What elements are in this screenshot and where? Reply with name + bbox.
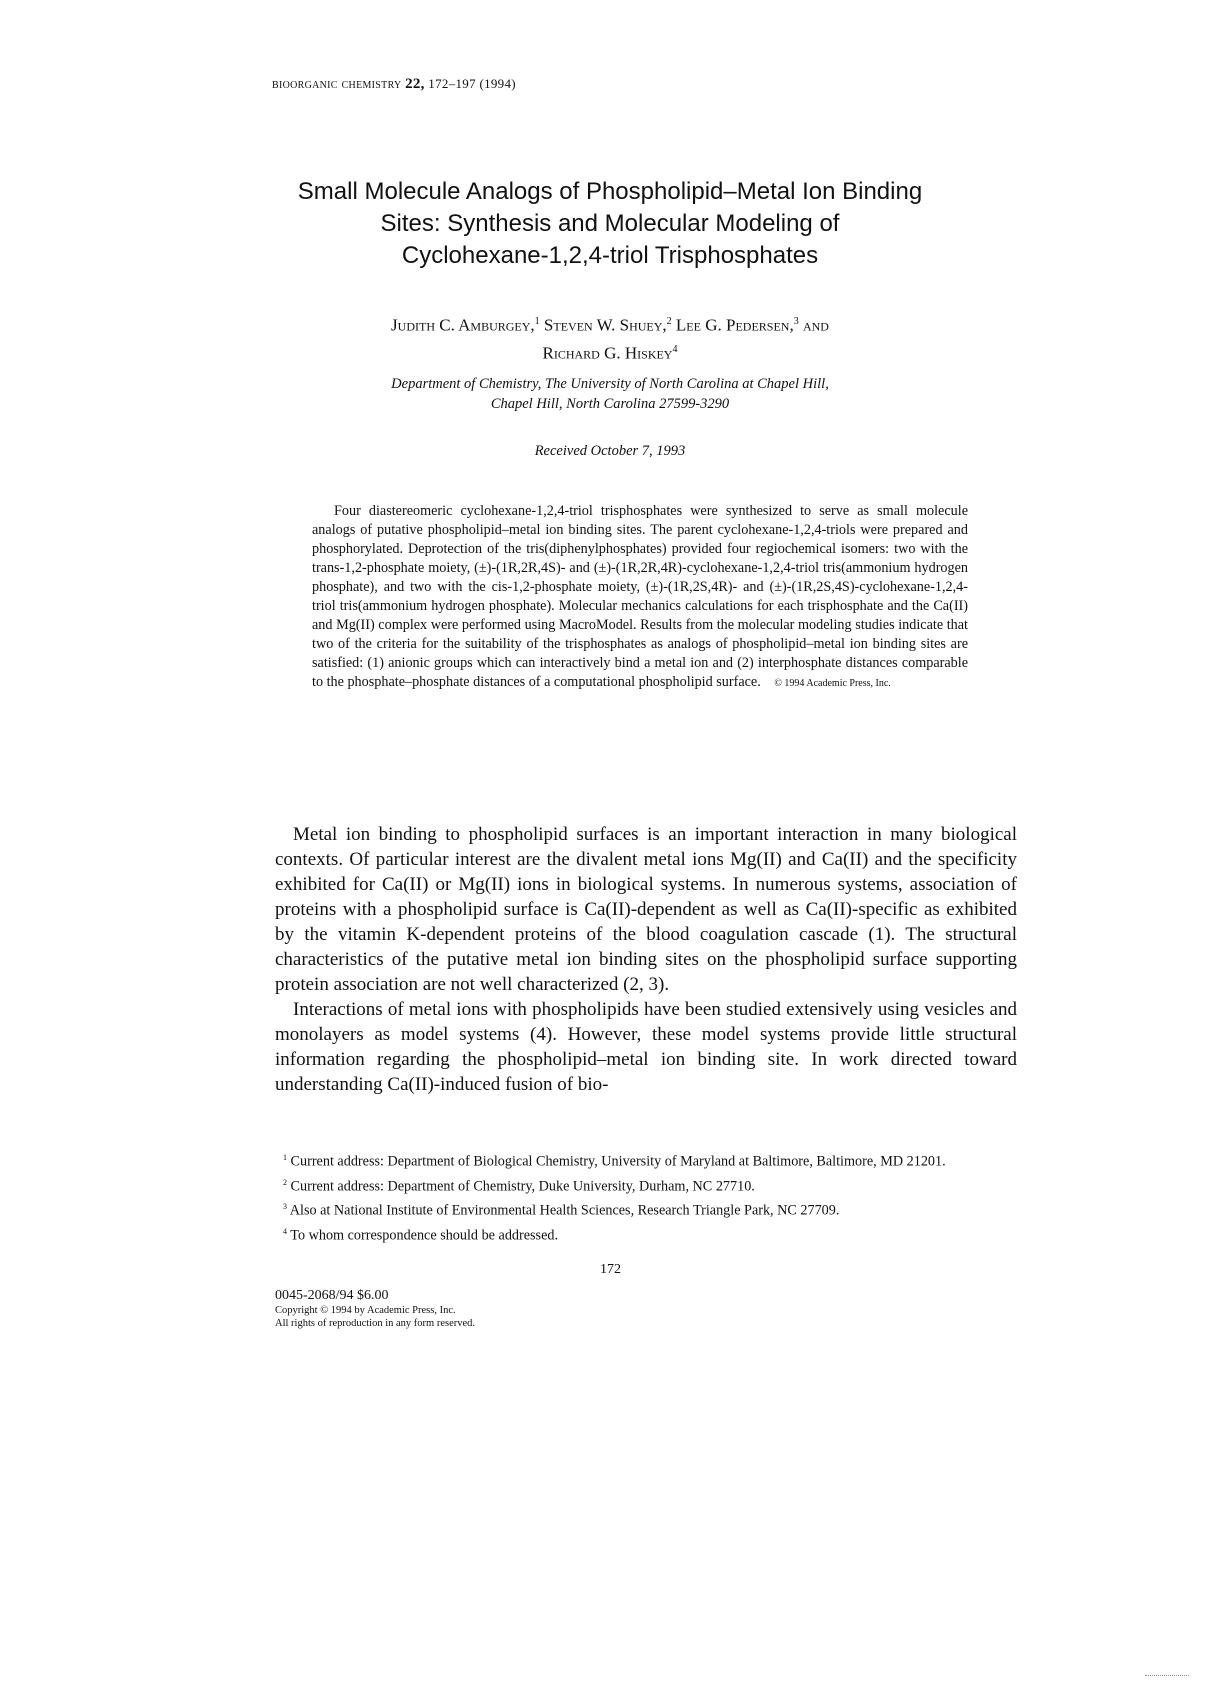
paper-title xyxy=(200,176,1020,272)
journal-pages-year: 172–197 (1994) xyxy=(428,76,516,91)
footnote-text: Also at National Institute of Environmental Health Sciences, Research Triangle Park, NC 27709. xyxy=(289,1203,840,1220)
abstract-text: Four diastereomeric cyclohexane-1,2,4-triol trisphosphates were synthesized to serve as small molecule analogs of putative phospholipid–metal ion binding sites. The parent cyclohexane-1,2,4-triols were prepared and phosphorylated. Deprotection of the tris(diphenylphosphates) provided four regiochemical isomers: two with the trans-1,2-phosphate moiety, (±)-(1R,2R,4S)- and (±)-(1R,2R,4R)-cyclohexane-1,2,4-triol tris(ammonium hydrogen phosphate), and two with the cis-1,2-phosphate moiety, (±)-(1R,2S,4R)- and (±)-(1R,2S,4S)-cyclohexane-1,2,4-triol tris(ammonium hydrogen phosphate). Molecular mechanics calculations for each trisphosphate and the Ca(II) and Mg(II) complex were performed using MacroModel. Results from the molecular modeling studies indicate that two of the criteria for the suitability of the trisphosphates as analogs of phospholipid–metal ion binding sites are satisfied: (1) anionic groups which can interactively bind a metal ion and (2) interphosphate distances comparable to the phosphate–phosphate distances of a computational phospholipid surface. xyxy=(312,503,968,690)
publication-info xyxy=(275,1288,475,1330)
footnote xyxy=(275,1197,1017,1221)
footnote xyxy=(275,1173,1017,1197)
affiliation-line-2: Chapel Hill, North Carolina 27599-3290 xyxy=(490,396,730,412)
journal-name: bioorganic chemistry xyxy=(272,77,402,92)
footnote xyxy=(275,1222,1017,1246)
footnote-mark: 1 xyxy=(283,1153,287,1162)
footnotes xyxy=(275,1148,1017,1247)
author-2: Steven W. Shuey, xyxy=(543,315,667,335)
author-1-footnote-mark: 1 xyxy=(534,316,540,327)
author-3-footnote-mark: 3 xyxy=(793,316,799,327)
author-4: Richard G. Hiskey xyxy=(542,343,673,363)
copyright-line: Copyright © 1994 by Academic Press, Inc. xyxy=(275,1305,456,1316)
page-number: 172 xyxy=(600,1262,621,1277)
footnote-mark: 2 xyxy=(283,1177,287,1187)
footnote xyxy=(275,1148,1017,1172)
abstract-copyright: © 1994 Academic Press, Inc. xyxy=(774,678,891,689)
rights-line: All rights of reproduction in any form reserved. xyxy=(275,1318,476,1329)
affiliation xyxy=(250,374,970,414)
author-list xyxy=(250,310,970,365)
running-header xyxy=(272,76,516,93)
author-4-footnote-mark: 4 xyxy=(672,343,678,355)
footnote-mark: 4 xyxy=(283,1227,287,1237)
footnote-text: To whom correspondence should be addressed. xyxy=(290,1227,559,1244)
title-line-1: Small Molecule Analogs of Phospholipid–Metal Ion Binding xyxy=(297,178,923,205)
body-paragraph-1: Metal ion binding to phospholipid surfaces is an important interaction in many biological contexts. Of particular interest are the divalent metal ions Mg(II) and Ca(II) and the specificity exhibited for Ca(II) or Mg(II) ions in biological systems. In numerous systems, association of proteins with a phospholipid surface is Ca(II)-dependent as well as Ca(II)-specific as exhibited by the vitamin K-dependent proteins of the blood coagulation cascade (1). The structural characteristics of the putative metal ion binding sites on the phospholipid surface supporting protein association are not well characterized (2, 3). xyxy=(275,824,1017,995)
affiliation-line-1: Department of Chemistry, The University of North Carolina at Chapel Hill, xyxy=(391,376,829,392)
title-line-2: Sites: Synthesis and Molecular Modeling of xyxy=(380,210,840,237)
author-2-footnote-mark: 2 xyxy=(666,316,672,327)
footnote-text: Current address: Department of Chemistry, Duke University, Durham, NC 27710. xyxy=(290,1178,755,1195)
title-line-3: Cyclohexane-1,2,4-triol Trisphosphates xyxy=(401,242,819,269)
author-conjunction: and xyxy=(802,315,829,335)
body-text xyxy=(275,822,1017,1097)
received-date: Received October 7, 1993 xyxy=(534,443,686,459)
footnote-text: Current address: Department of Biological Chemistry, University of Maryland at Baltimore, Baltimore, MD 21201. xyxy=(290,1153,946,1170)
author-3: Lee G. Pedersen, xyxy=(675,315,794,335)
body-paragraph-2: Interactions of metal ions with phospholipids have been studied extensively using vesicles and monolayers as model systems (4). However, these model systems provide little structural information regarding the phospholipid–metal ion binding site. In work directed toward understanding Ca(II)-induced fusion of bio- xyxy=(275,999,1017,1095)
author-1: Judith C. Amburgey, xyxy=(391,315,535,335)
footnote-mark: 3 xyxy=(283,1202,287,1212)
article-code: 0045-2068/94 $6.00 xyxy=(275,1288,389,1303)
scan-mark xyxy=(1145,1667,1189,1676)
journal-volume: 22, xyxy=(405,76,425,92)
abstract xyxy=(312,502,968,693)
